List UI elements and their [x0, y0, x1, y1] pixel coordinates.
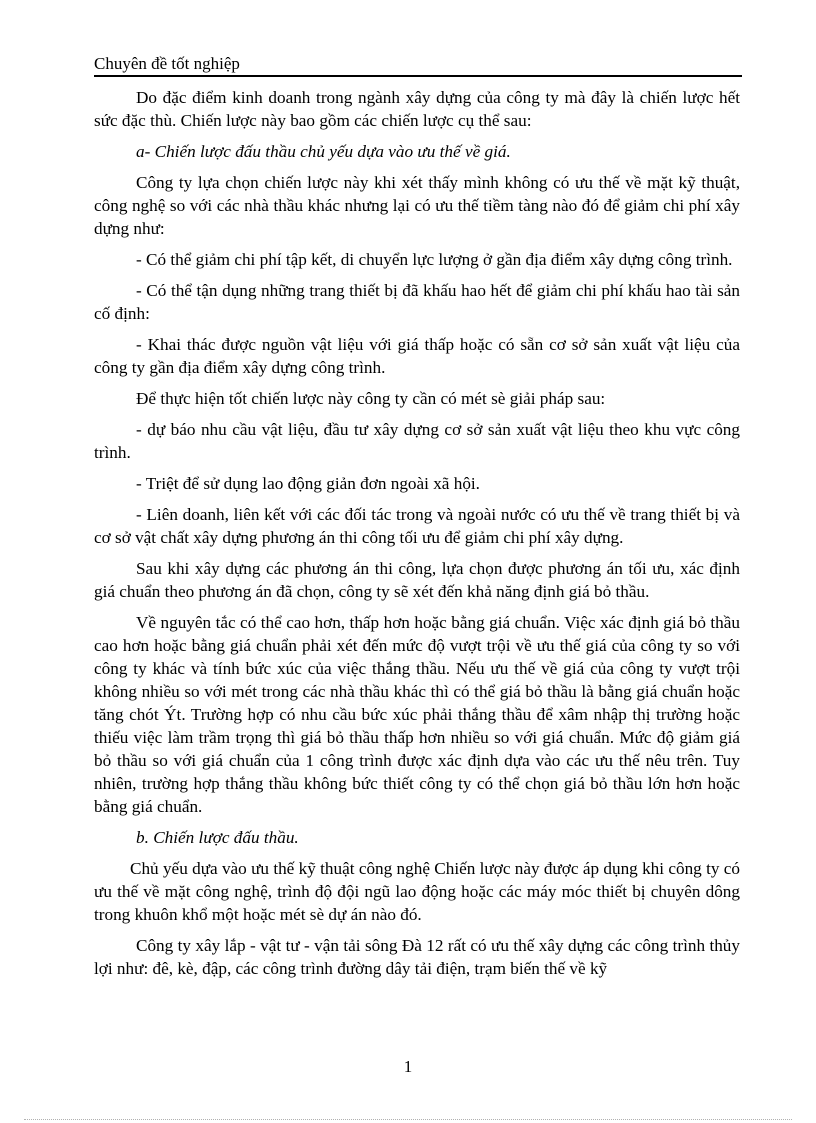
- bullet-item: - Có thể tận dụng những trang thiết bị đã khấu hao hết để giảm chi phí khấu hao tài sản cố định:: [94, 281, 740, 323]
- bullet-item: - Liên doanh, liên kết với các đối tác trong và ngoài nước có ưu thế về trang thiết bị và cơ sở vật chất xây dựng phương án thi công tối ưu để giảm chi phí xây dựng.: [94, 505, 740, 547]
- paragraph: Về nguyên tắc có thể cao hơn, thấp hơn hoặc bằng giá chuẩn. Việc xác định giá bỏ thầu cao hơn hoặc bằng giá chuẩn phải xét đến mức độ vượt trội về ưu thế giá của công ty so với công ty khác và tính bức xúc của việc thắng thầu. Nếu ưu thế về giá của công ty vượt trội không nhiều so với mét trong các nhà thầu khác thì có thể giá bỏ thầu là bằng giá chuẩn hoặc tăng chót Ýt. Trường hợp có nhu cầu bức xúc phải thắng thầu để xâm nhập thị trường hoặc thiếu việc làm trầm trọng thì giá bỏ thầu thấp hơn nhiều so với giá chuẩn. Mức độ giảm giá bỏ thầu so với giá chuẩn của 1 công trình được xác định dựa vào các ưu thế nêu trên. Tuy nhiên, trường hợp thắng thầu không bức thiết công ty có thể chọn giá bỏ thầu lớn hơn hoặc bằng giá chuẩn.: [94, 613, 740, 816]
- paragraph-intro: Do đặc điểm kinh doanh trong ngành xây dựng của công ty mà đây là chiến lược hết sức đặc thù. Chiến lược này bao gồm các chiến lược cụ thể sau:: [94, 88, 740, 130]
- paragraph: Công ty xây lắp - vật tư - vận tải sông Đà 12 rất có ưu thế xây dựng các công trình thủy lợi như: đê, kè, đập, các công trình đường dây tải điện, trạm biến thế về kỹ: [94, 936, 740, 978]
- bullet-item: - Triệt để sử dụng lao động giản đơn ngoài xã hội.: [136, 474, 480, 493]
- paragraph: Sau khi xây dựng các phương án thi công, lựa chọn được phương án tối ưu, xác định giá chuẩn theo phương án đã chọn, công ty sẽ xét đến khả năng định giá bỏ thầu.: [94, 559, 740, 601]
- bullet-item: - dự báo nhu cầu vật liệu, đầu tư xây dựng cơ sở sản xuất vật liệu theo khu vực công trình.: [94, 420, 740, 462]
- section-heading-b: b. Chiến lược đấu thầu.: [136, 828, 299, 847]
- paragraph: Công ty lựa chọn chiến lược này khi xét thấy mình không có ưu thế về mặt kỹ thuật, công nghệ so với các nhà thầu khác nhưng lại có ưu thế tiềm tàng nào đó để giảm chi phí xây dựng như:: [94, 173, 740, 238]
- bullet-item: - Khai thác được nguồn vật liệu với giá thấp hoặc có sẵn cơ sở sản xuất vật liệu của công ty gần địa điểm xây dựng công trình.: [94, 335, 740, 377]
- section-heading-a: a- Chiến lược đấu thầu chủ yếu dựa vào ưu thế về giá.: [136, 142, 511, 161]
- page-header-title: Chuyên đề tốt nghiệp: [94, 54, 240, 73]
- paragraph: Để thực hiện tốt chiến lược này công ty cần có mét sè giải pháp sau:: [136, 389, 606, 408]
- bullet-item: - Có thể giảm chi phí tập kết, di chuyển lực lượng ở gần địa điểm xây dựng công trình.: [136, 250, 733, 269]
- page-number: 1: [403, 1057, 413, 1076]
- document-body: [94, 86, 740, 988]
- paragraph: Chủ yếu dựa vào ưu thế kỹ thuật công nghệ Chiến lược này được áp dụng khi công ty có ưu thế về mặt công nghệ, trình độ đội ngũ lao động hoặc các máy móc thiết bị chuyên dông trong khuôn khổ một hoặc mét sè dự án nào đó.: [94, 859, 740, 924]
- page-bottom-divider: [24, 1119, 792, 1120]
- header-divider: [94, 75, 742, 77]
